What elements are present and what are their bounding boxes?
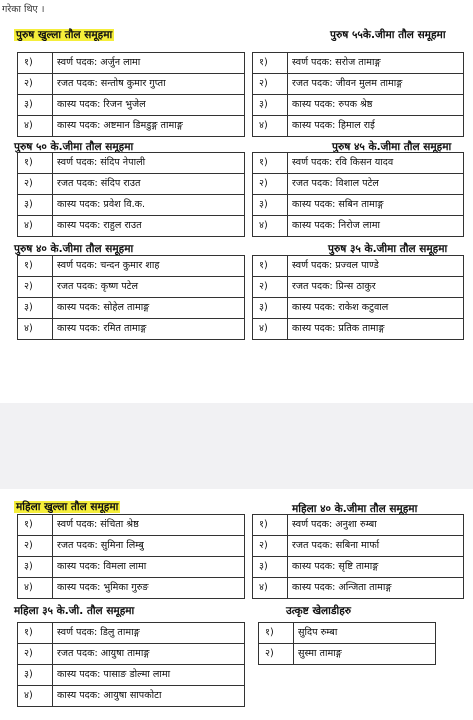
row-num: ३) <box>253 195 288 216</box>
row-text: कास्य पदक: राहुल राउत <box>53 216 245 237</box>
row-text: सुदिप रुम्बा <box>294 623 436 644</box>
row-text: कास्य पदक: अष्टमान डिमडुङ्ग तामाङ्ग <box>53 116 245 137</box>
row-num: ४) <box>18 319 53 340</box>
row-text: रजत पदक: सन्तोष कुमार गुप्ता <box>53 74 245 95</box>
row-num: २) <box>253 536 288 557</box>
row-num: ३) <box>253 298 288 319</box>
row-text: रजत पदक: सुमिना लिम्बु <box>53 536 245 557</box>
heading-best-players: उत्कृष्ट खेलाडीहरु <box>286 605 352 617</box>
table-men-45kg <box>252 152 464 237</box>
table-row <box>253 116 464 137</box>
row-num: १) <box>253 256 288 277</box>
row-num: ४) <box>253 319 288 340</box>
row-text: कास्य पदक: रुपक श्रेष्ठ <box>288 95 464 116</box>
table-row <box>18 53 245 74</box>
row-text: कास्य पदक: विमला लामा <box>53 557 245 578</box>
table-row <box>253 53 464 74</box>
row-num: ३) <box>253 557 288 578</box>
table-row <box>18 644 245 665</box>
row-num: १) <box>253 515 288 536</box>
row-num: ३) <box>18 195 53 216</box>
table-row <box>259 623 436 644</box>
row-num: २) <box>253 277 288 298</box>
row-text: सुस्मा तामाङ्ग <box>294 644 436 665</box>
table-row <box>18 557 245 578</box>
table-men-50kg <box>17 152 245 237</box>
row-num: २) <box>18 536 53 557</box>
row-num: १) <box>18 623 53 644</box>
table-row <box>253 216 464 237</box>
row-num: २) <box>18 74 53 95</box>
table-row <box>18 216 245 237</box>
table-row <box>18 256 245 277</box>
row-text: स्वर्ण पदक: डिलु तामाङ्ग <box>53 623 245 644</box>
row-text: स्वर्ण पदक: अनुशा रुम्बा <box>288 515 464 536</box>
row-num: २) <box>259 644 294 665</box>
table-women-open <box>17 514 245 599</box>
row-text: कास्य पदक: हिमाल राई <box>288 116 464 137</box>
table-men-open <box>17 52 245 137</box>
row-text: स्वर्ण पदक: संदिप नेपाली <box>53 153 245 174</box>
row-num: २) <box>18 644 53 665</box>
table-row <box>253 256 464 277</box>
table-row <box>253 277 464 298</box>
row-num: १) <box>18 153 53 174</box>
table-row <box>18 74 245 95</box>
row-num: ४) <box>18 116 53 137</box>
table-row <box>253 74 464 95</box>
table-row <box>18 298 245 319</box>
row-text: कास्य पदक: निरोज लामा <box>288 216 464 237</box>
heading-women-open: महिला खुल्ला तौल समूहमा <box>16 501 119 513</box>
table-row <box>253 153 464 174</box>
row-text: रजत पदक: प्रिन्स ठाकुर <box>288 277 464 298</box>
intro-text: गरेका थिए । <box>2 4 45 15</box>
row-text: रजत पदक: आयुषा तामाङ्ग <box>53 644 245 665</box>
row-num: ४) <box>253 578 288 599</box>
table-row <box>253 536 464 557</box>
heading-men-open: पुरुष खुल्ला तौल समूहमा <box>16 29 113 41</box>
table-row <box>253 557 464 578</box>
row-text: कास्य पदक: रिजन भुजेल <box>53 95 245 116</box>
row-num: ३) <box>18 665 53 686</box>
row-text: कास्य पदक: पासाङ डोल्मा लामा <box>53 665 245 686</box>
row-text: स्वर्ण पदक: चन्दन कुमार शाह <box>53 256 245 277</box>
row-num: ३) <box>18 95 53 116</box>
table-row <box>18 686 245 707</box>
table-row <box>18 116 245 137</box>
table-row <box>18 277 245 298</box>
row-text: रजत पदक: कृष्ण पटेल <box>53 277 245 298</box>
heading-men-55kg: पुरुष ५५के.जीमा तौल समूहमा <box>330 29 446 41</box>
row-text: कास्य पदक: प्रवेश वि.क. <box>53 195 245 216</box>
page-gap <box>0 403 473 489</box>
row-num: ४) <box>253 216 288 237</box>
row-text: कास्य पदक: राकेश कटुवाल <box>288 298 464 319</box>
table-row <box>18 95 245 116</box>
table-row <box>18 536 245 557</box>
table-men-35kg <box>252 255 464 340</box>
row-num: १) <box>18 256 53 277</box>
table-men-40kg <box>17 255 245 340</box>
row-num: २) <box>253 174 288 195</box>
row-text: कास्य पदक: भुमिका गुरुङ <box>53 578 245 599</box>
row-num: २) <box>18 277 53 298</box>
table-row <box>253 95 464 116</box>
row-text: कास्य पदक: आयुषा सापकोटा <box>53 686 245 707</box>
row-num: ४) <box>253 116 288 137</box>
table-row <box>18 623 245 644</box>
row-text: कास्य पदक: प्रतिक तामाङ्ग <box>288 319 464 340</box>
row-text: रजत पदक: विशाल पटेल <box>288 174 464 195</box>
table-women-40kg <box>252 514 464 599</box>
row-text: कास्य पदक: सबिन तामाङ्ग <box>288 195 464 216</box>
table-row <box>253 319 464 340</box>
table-row <box>259 644 436 665</box>
heading-men-40kg: पुरुष ४० के.जीमा तौल समूहमा <box>14 243 134 255</box>
heading-women-35kg: महिला ३५ के.जी. तौल समूहमा <box>14 605 135 617</box>
row-text: स्वर्ण पदक: रवि किसन यादव <box>288 153 464 174</box>
table-row <box>253 298 464 319</box>
row-num: ४) <box>18 216 53 237</box>
row-text: कास्य पदक: सृष्टि तामाङ्ग <box>288 557 464 578</box>
row-text: स्वर्ण पदक: अर्जुन लामा <box>53 53 245 74</box>
row-text: स्वर्ण पदक: सरोज तामाङ्ग <box>288 53 464 74</box>
row-num: २) <box>18 174 53 195</box>
row-text: स्वर्ण पदक: संचिता श्रेष्ठ <box>53 515 245 536</box>
table-row <box>253 578 464 599</box>
table-row <box>18 174 245 195</box>
table-men-55kg <box>252 52 464 137</box>
table-row <box>253 174 464 195</box>
row-num: ३) <box>18 557 53 578</box>
row-num: १) <box>253 53 288 74</box>
row-text: रजत पदक: जीवन मुलम तामाङ्ग <box>288 74 464 95</box>
heading-men-35kg: पुरुष ३५ के.जीमा तौल समूहमा <box>328 243 448 255</box>
table-row <box>253 195 464 216</box>
row-text: कास्य पदक: अन्जिता तामाङ्ग <box>288 578 464 599</box>
row-num: १) <box>18 515 53 536</box>
table-women-35kg <box>17 622 245 707</box>
row-num: ३) <box>253 95 288 116</box>
row-text: कास्य पदक: रमित तामाङ्ग <box>53 319 245 340</box>
table-row <box>18 515 245 536</box>
heading-men-50kg: पुरुष ५० के.जीमा तौल समूहमा <box>14 141 134 153</box>
table-row <box>18 578 245 599</box>
table-row <box>18 153 245 174</box>
row-text: स्वर्ण पदक: प्रज्वल पाण्डे <box>288 256 464 277</box>
table-best-players <box>258 622 436 665</box>
row-text: रजत पदक: सबिना मार्फा <box>288 536 464 557</box>
table-row <box>253 515 464 536</box>
row-num: २) <box>253 74 288 95</box>
row-num: ४) <box>18 686 53 707</box>
row-num: ४) <box>18 578 53 599</box>
row-text: रजत पदक: संदिप राउत <box>53 174 245 195</box>
heading-men-45kg: पुरुष ४५ के.जीमा तौल समूहमा <box>332 141 452 153</box>
table-row <box>18 195 245 216</box>
row-text: कास्य पदक: सोहेल तामाङ्ग <box>53 298 245 319</box>
row-num: १) <box>259 623 294 644</box>
table-row <box>18 319 245 340</box>
row-num: ३) <box>18 298 53 319</box>
row-num: १) <box>253 153 288 174</box>
row-num: १) <box>18 53 53 74</box>
heading-women-40kg: महिला ४० के.जीमा तौल समूहमा <box>292 503 418 515</box>
table-row <box>18 665 245 686</box>
